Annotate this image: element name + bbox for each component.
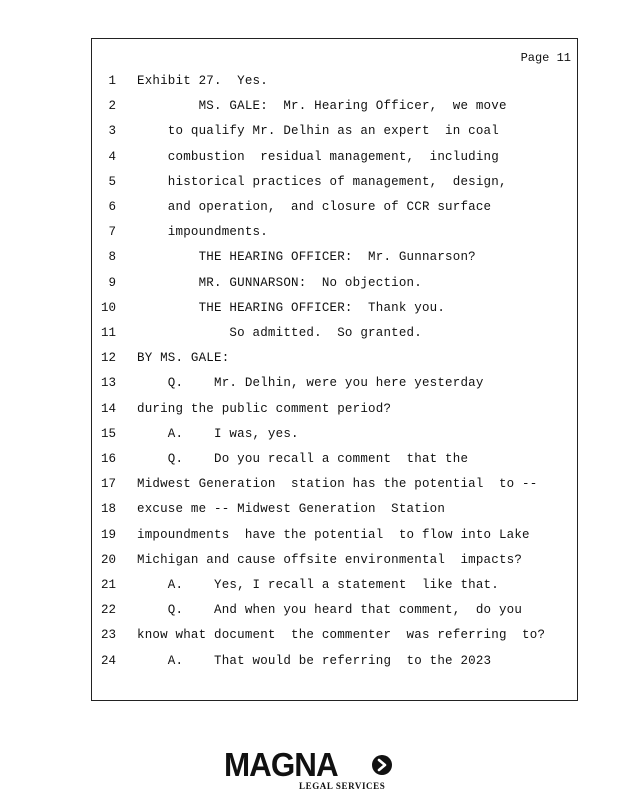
transcript-line	[92, 198, 579, 216]
line-text: A. I was, yes.	[137, 426, 299, 441]
line-text: THE HEARING OFFICER: Mr. Gunnarson?	[137, 250, 476, 265]
line-number: 13	[100, 376, 116, 391]
transcript-line	[92, 97, 579, 115]
line-number: 22	[100, 603, 116, 618]
transcript-line	[92, 72, 579, 90]
line-text: impoundments have the potential to flow into Lake	[137, 527, 530, 542]
transcript-line	[92, 450, 579, 468]
transcript-line	[92, 374, 579, 392]
transcript-line	[92, 425, 579, 443]
line-number: 20	[100, 552, 116, 567]
line-number: 15	[100, 426, 116, 441]
transcript-line	[92, 122, 579, 140]
line-text: MS. GALE: Mr. Hearing Officer, we move	[137, 99, 507, 114]
line-number: 11	[100, 326, 116, 340]
line-text: Exhibit 27. Yes.	[137, 74, 268, 88]
line-text: Q. Mr. Delhin, were you here yesterday	[137, 376, 484, 391]
line-text: Michigan and cause offsite environmental impacts?	[137, 552, 523, 567]
line-text: and operation, and closure of CCR surface	[137, 200, 492, 214]
line-text: MR. GUNNARSON: No objection.	[137, 275, 422, 290]
line-text: impoundments.	[137, 225, 268, 240]
line-text: BY MS. GALE:	[137, 351, 230, 366]
line-number: 24	[100, 653, 116, 668]
line-number: 2	[108, 99, 116, 114]
line-number: 12	[100, 351, 116, 366]
magna-logo	[224, 748, 394, 792]
transcript-line	[92, 551, 579, 569]
transcript-line	[92, 652, 579, 670]
line-text: Midwest Generation station has the potential to --	[137, 477, 538, 492]
line-number: 9	[108, 275, 116, 290]
line-text: to qualify Mr. Delhin as an expert in coal	[137, 124, 499, 139]
line-number: 19	[100, 527, 116, 542]
transcript-line	[92, 400, 579, 418]
line-text: during the public comment period?	[137, 401, 392, 416]
transcript-line	[92, 223, 579, 241]
line-number: 18	[100, 502, 116, 517]
line-number: 6	[108, 200, 116, 214]
line-number: 14	[100, 401, 116, 416]
line-number: 5	[108, 174, 116, 189]
line-number: 17	[100, 477, 116, 492]
transcript-line	[92, 299, 579, 317]
line-number: 4	[108, 149, 116, 164]
line-text: historical practices of management, design,	[137, 174, 507, 189]
line-text: A. That would be referring to the 2023	[137, 653, 492, 668]
line-text: Q. Do you recall a comment that the	[137, 452, 469, 466]
transcript-line	[92, 274, 579, 292]
line-text: know what document the commenter was referring to?	[137, 628, 546, 643]
line-number: 8	[108, 250, 116, 265]
logo-wordmark: MAGNA	[224, 746, 338, 783]
transcript-line	[92, 500, 579, 518]
line-number: 3	[108, 124, 116, 139]
line-text: A. Yes, I recall a statement like that.	[137, 578, 499, 592]
line-number: 23	[100, 628, 116, 643]
transcript-line	[92, 576, 579, 594]
logo-tagline: LEGAL SERVICES	[299, 781, 386, 791]
line-number: 1	[108, 74, 116, 88]
transcript-line	[92, 349, 579, 367]
line-text: combustion residual management, including	[137, 149, 499, 164]
line-number: 16	[100, 452, 116, 466]
line-text: excuse me -- Midwest Generation Station	[137, 502, 446, 517]
transcript-page	[91, 38, 578, 701]
transcript-line	[92, 148, 579, 166]
page-number: Page 11	[520, 51, 571, 65]
transcript-line	[92, 526, 579, 544]
line-number: 10	[100, 300, 116, 315]
line-text: THE HEARING OFFICER: Thank you.	[137, 300, 446, 315]
line-text: So admitted. So granted.	[137, 326, 422, 340]
transcript-line	[92, 626, 579, 644]
line-number: 21	[100, 578, 116, 592]
transcript-line	[92, 475, 579, 493]
transcript-line	[92, 601, 579, 619]
line-text: Q. And when you heard that comment, do you	[137, 603, 523, 618]
transcript-line	[92, 248, 579, 266]
chevron-right-icon	[372, 755, 392, 775]
line-number: 7	[108, 225, 116, 240]
transcript-line	[92, 173, 579, 191]
transcript-line	[92, 324, 579, 342]
